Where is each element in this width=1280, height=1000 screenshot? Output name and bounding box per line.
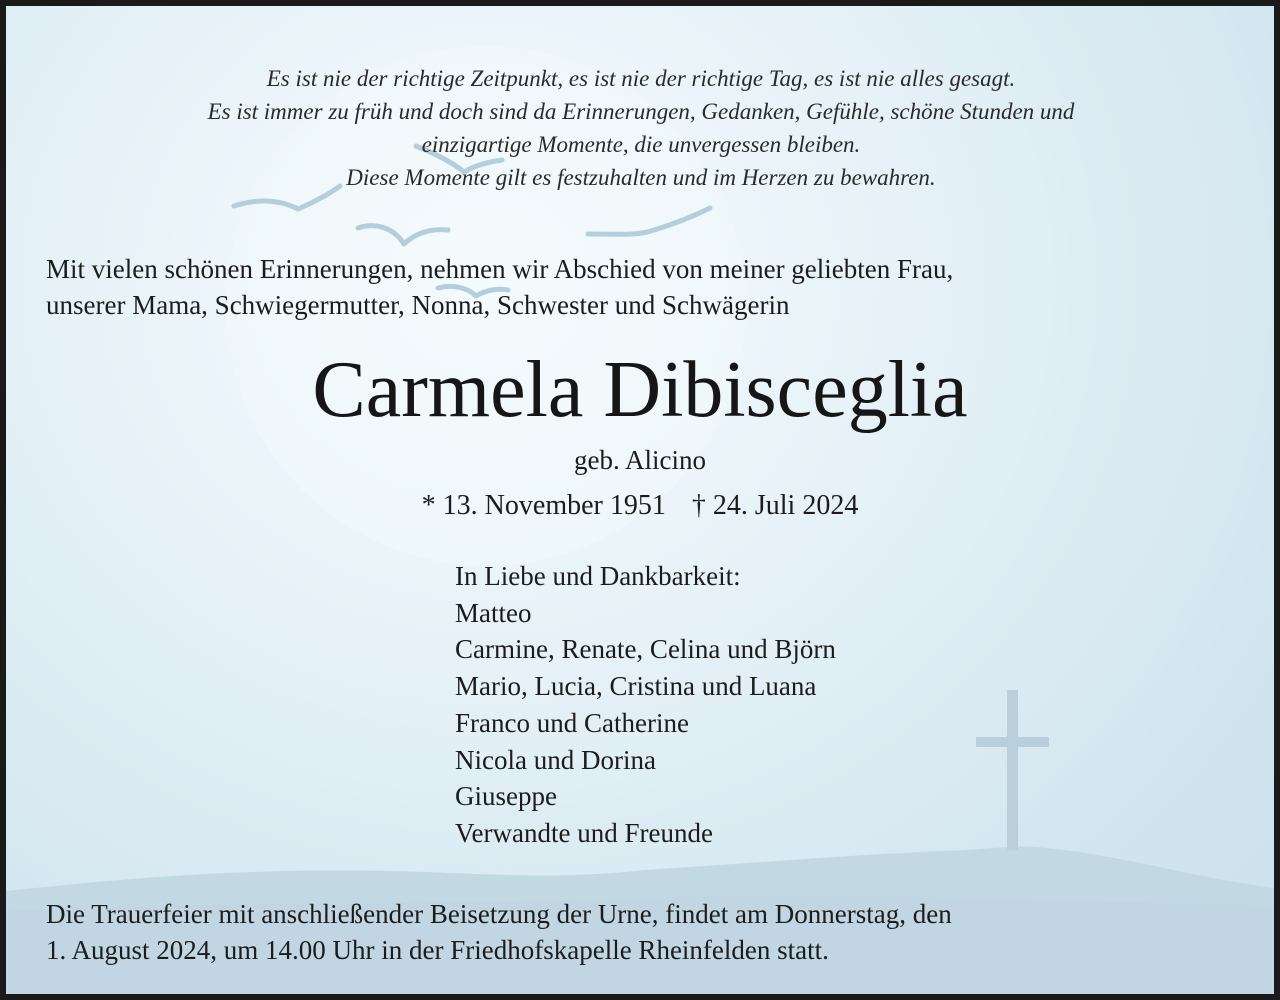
death-date: † 24. Juli 2024 <box>691 490 859 521</box>
farewell-intro <box>46 251 1236 323</box>
mourner-item: Matteo <box>455 597 532 628</box>
birth-name: geb. Alicino <box>574 445 706 475</box>
intro-line: unserer Mama, Schwiegermutter, Nonna, Schwester und Schwägerin <box>46 290 790 320</box>
birth-date: * 13. November 1951 <box>421 490 666 521</box>
life-dates <box>6 488 1274 524</box>
mourner-item: Verwandte und Freunde <box>455 817 713 848</box>
quote-line: Es ist nie der richtige Zeitpunkt, es ist nie der richtige Tag, es ist nie alles gesagt. <box>266 66 1016 91</box>
mourner-item: Franco und Catherine <box>455 707 689 738</box>
deceased-name: Carmela Dibisceglia <box>312 346 968 434</box>
mourner-item: Mario, Lucia, Cristina und Luana <box>455 671 817 702</box>
intro-line: Mit vielen schönen Erinnerungen, nehmen wir Abschied von meiner geliebten Frau, <box>46 254 954 284</box>
mourners-list <box>455 558 836 852</box>
cross-icon <box>976 690 1049 850</box>
mourners-heading: In Liebe und Dankbarkeit: <box>455 561 741 591</box>
quote-line: einzigartige Momente, die unvergessen bleiben. <box>421 132 861 157</box>
funeral-line: Die Trauerfeier mit anschließender Beisetzung der Urne, findet am Donnerstag, den <box>46 899 952 929</box>
mourner-item: Carmine, Renate, Celina und Björn <box>455 634 836 665</box>
mourner-item: Giuseppe <box>455 781 557 812</box>
funeral-line: 1. August 2024, um 14.00 Uhr in der Friedhofskapelle Rheinfelden statt. <box>46 935 829 965</box>
mourner-item: Nicola und Dorina <box>455 744 656 775</box>
quote-line: Diese Momente gilt es festzuhalten und im Herzen zu bewahren. <box>346 165 936 190</box>
opening-quote <box>46 62 1236 194</box>
quote-line: Es ist immer zu früh und doch sind da Erinnerungen, Gedanken, Gefühle, schöne Stunden und <box>207 99 1075 124</box>
funeral-notice <box>46 896 1236 968</box>
